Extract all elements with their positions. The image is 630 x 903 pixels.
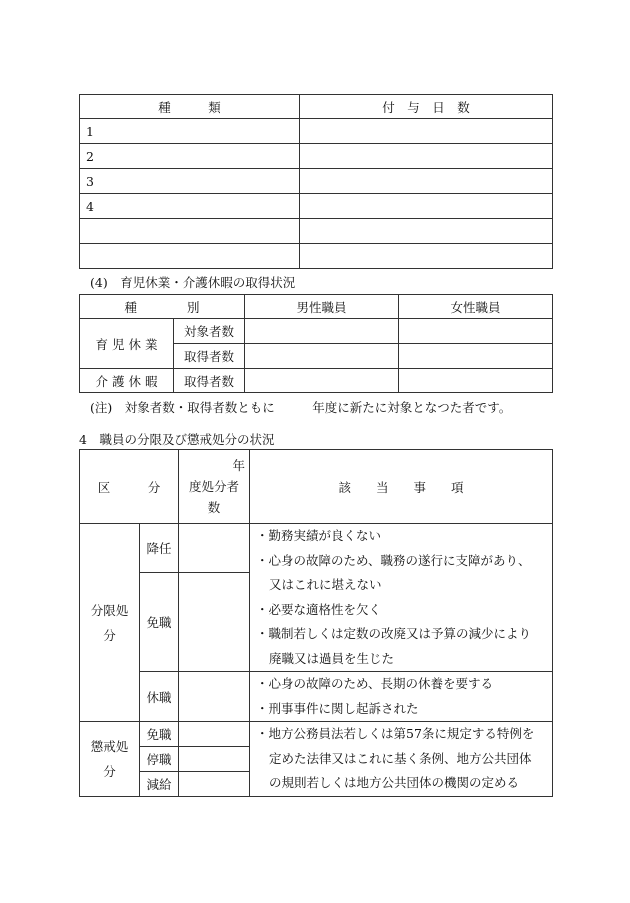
female-eligible-cell: [399, 319, 553, 344]
caregiving-acquired-label: 取得者数: [174, 369, 245, 393]
header-count-line3: 数: [207, 500, 221, 515]
header-count-line2: 度処分者: [189, 479, 240, 494]
childcare-note: (注) 対象者数・取得者数ともに 年度に新たに対象となつた者です。: [90, 400, 512, 415]
kounin-label: 降任: [140, 524, 179, 573]
header-items: 該 当 事 項: [250, 450, 553, 524]
item-line: ・心身の故障のため、職務の遂行に支障があり、: [256, 552, 531, 568]
kounin-count: [179, 524, 250, 573]
female-caregiving-cell: [399, 369, 553, 393]
header-count: [179, 450, 250, 524]
header-kubun: 区 分: [80, 450, 179, 524]
header-type: 種 類: [80, 95, 300, 119]
menshoku-count: [179, 572, 250, 671]
item-line: の規則若しくは地方公共団体の機関の定める: [269, 775, 520, 790]
item-line: 廃職又は過員を生じた: [269, 650, 395, 666]
kyushoku-label: 休職: [140, 672, 179, 722]
row-label: 3: [80, 169, 300, 194]
row-value: [300, 244, 553, 269]
eligible-label: 対象者数: [174, 319, 245, 344]
choukai-label: 懲戒処分: [80, 722, 140, 797]
row-value: [300, 219, 553, 244]
leave-days-table: [79, 94, 553, 269]
childcare-caption: (4) 育児休業・介護休暇の取得状況: [90, 275, 296, 290]
acquired-label: 取得者数: [174, 344, 245, 369]
row-label: 4: [80, 194, 300, 219]
genkyu-label: 減給: [140, 772, 179, 797]
row-label: 2: [80, 144, 300, 169]
teishoku-count: [179, 747, 250, 772]
item-line: ・心身の故障のため、長期の休養を要する: [256, 676, 494, 691]
item-line: ・刑事事件に関し起訴された: [256, 700, 419, 716]
item-line: ・必要な適格性を欠く: [256, 601, 382, 617]
row-value: [300, 169, 553, 194]
header-days: 付 与 日 数: [300, 95, 553, 119]
item-line: ・地方公務員法若しくは第57条に規定する特例を: [256, 726, 535, 741]
male-eligible-cell: [245, 319, 399, 344]
caregiving-label: 介 護 休 暇: [80, 369, 174, 393]
choukai-items: [250, 722, 553, 797]
row-value: [300, 194, 553, 219]
discipline-table: [79, 449, 553, 797]
genkyu-count: [179, 772, 250, 797]
header-female: 女性職員: [399, 295, 553, 319]
childcare-table: [79, 294, 553, 393]
ch-menshoku-label: 免職: [140, 722, 179, 747]
row-label: [80, 219, 300, 244]
bungen-label: 分限処分: [80, 524, 140, 722]
kyushoku-items: [250, 672, 553, 722]
menshoku-label: 免職: [140, 572, 179, 671]
header-category: 種 別: [80, 295, 245, 319]
male-caregiving-cell: [245, 369, 399, 393]
ch-menshoku-count: [179, 722, 250, 747]
kyushoku-count: [179, 672, 250, 722]
male-acquired-cell: [245, 344, 399, 369]
teishoku-label: 停職: [140, 747, 179, 772]
female-acquired-cell: [399, 344, 553, 369]
row-value: [300, 144, 553, 169]
row-value: [300, 119, 553, 144]
item-line: ・勤務実績が良くない: [256, 528, 382, 543]
childcare-label: 育 児 休 業: [80, 319, 174, 369]
row-label: 1: [80, 119, 300, 144]
item-line: 又はこれに堪えない: [269, 577, 382, 592]
header-count-line1: 年: [232, 458, 246, 473]
discipline-caption: 4 職員の分限及び懲戒処分の状況: [79, 432, 275, 447]
header-male: 男性職員: [245, 295, 399, 319]
row-label: [80, 244, 300, 269]
item-line: ・職制若しくは定数の改廃又は予算の減少により: [256, 626, 532, 641]
item-line: 定めた法律又はこれに基く条例、地方公共団体: [269, 750, 532, 766]
bungen-items: [250, 524, 553, 672]
